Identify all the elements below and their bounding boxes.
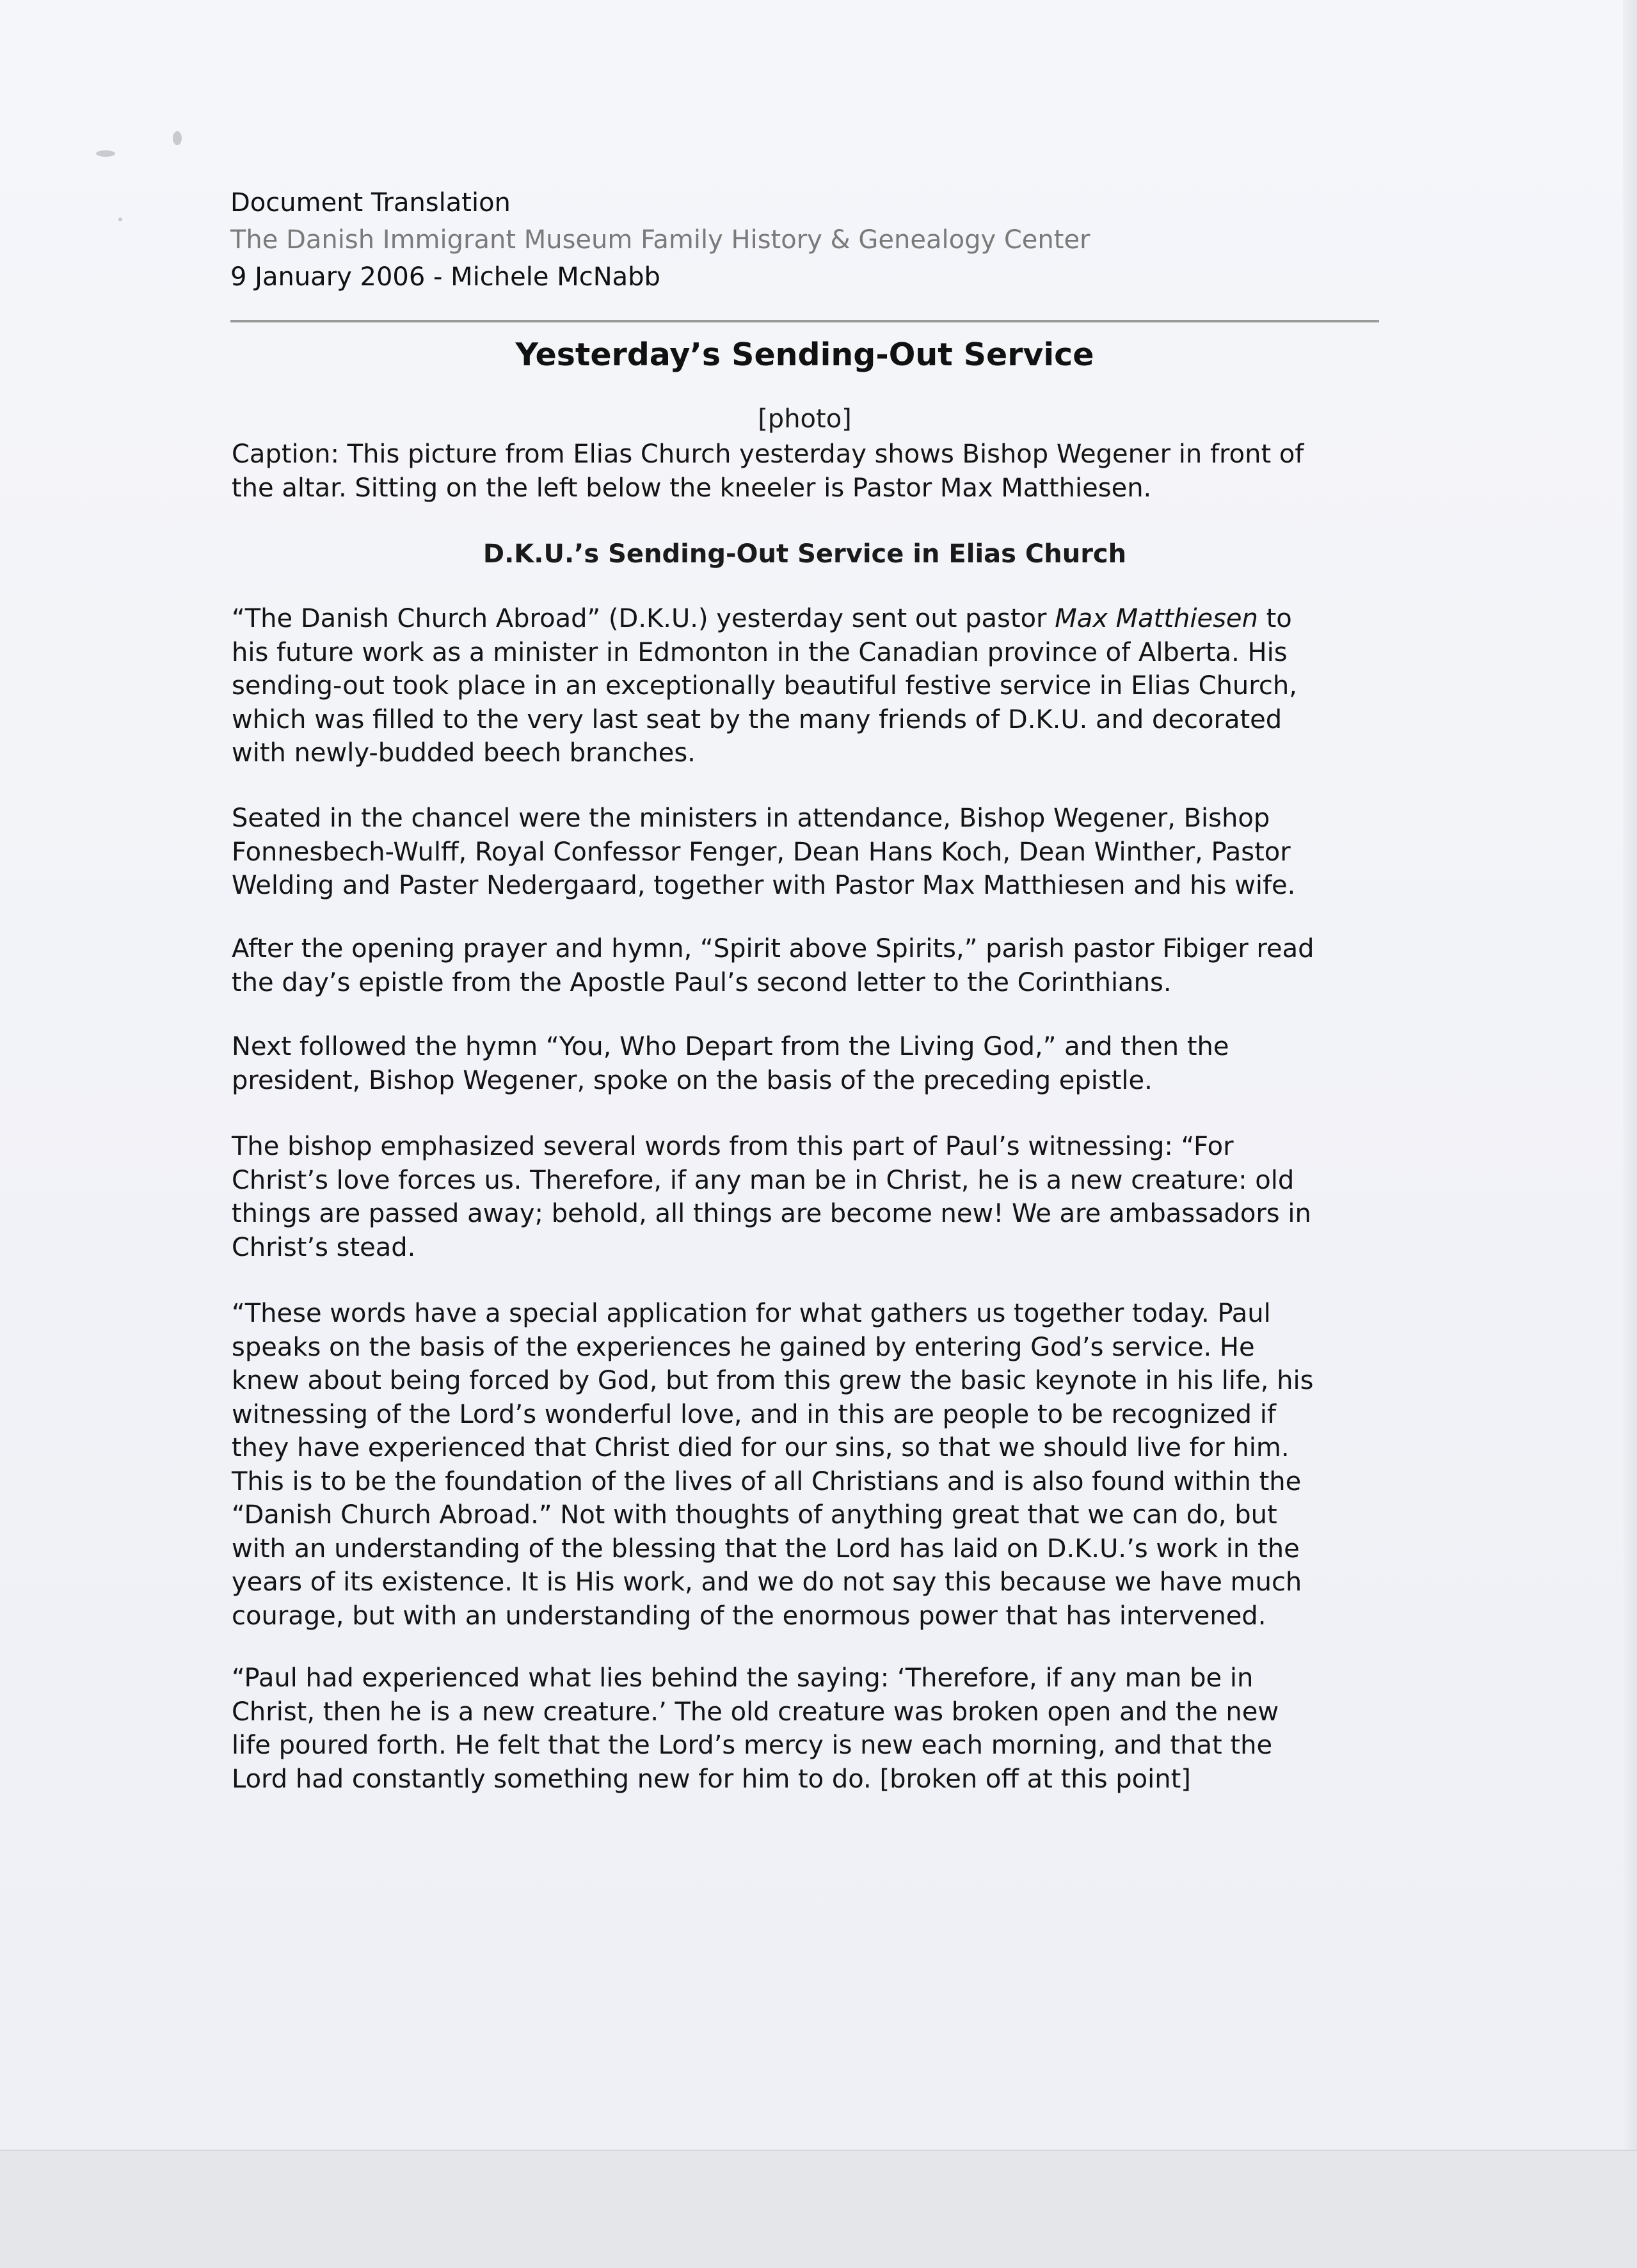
section-subtitle: D.K.U.’s Sending-Out Service in Elias Church (483, 539, 1127, 569)
date-author: 9 January 2006 - Michele McNabb (230, 262, 660, 292)
photo-caption: Caption: This picture from Elias Church yesterday shows Bishop Wegener in front of the altar. Sitting on the left below the kneeler is Pastor Max Matthiesen. (232, 440, 1304, 503)
paragraph-6 (232, 1297, 1384, 1633)
caption-block (232, 438, 1384, 505)
paper-edge (1623, 0, 1637, 2150)
header-divider (230, 320, 1379, 322)
doc-label: Document Translation (230, 188, 511, 218)
paper-speck (96, 150, 115, 157)
photo-placeholder: [photo] (758, 404, 852, 434)
document-header (230, 184, 1382, 296)
p1-text-end: to his future work as a minister in Edmonton in the Canadian province of Alberta. His sending-out took place in an exceptionally beautiful festive service in Elias Church, which was filled to the very last seat by the many friends of D.K.U. and decorated with newly-budded beech branches. (232, 604, 1297, 768)
p2-text: Seated in the chancel were the ministers in attendance, Bishop Wegener, Bishop Fonnesbech-Wulff, Royal Confessor Fenger, Dean Hans Koch, Dean Winther, Pastor Welding and Paster Nedergaard, together with Pastor Max Matthiesen and his wife. (232, 804, 1296, 900)
p4-text: Next followed the hymn “You, Who Depart from the Living God,” and then the president, Bishop Wegener, spoke on the basis of the preceding epistle. (232, 1032, 1229, 1095)
paragraph-4 (232, 1030, 1384, 1097)
paper-speck (118, 218, 122, 221)
p5-text: The bishop emphasized several words from this part of Paul’s witnessing: “For Christ’s love forces us. Therefore, if any man be in Christ, he is a new creature: old things are passed away; behold, all things are become new! We are ambassadors in Christ’s stead. (232, 1132, 1311, 1262)
organization-name: The Danish Immigrant Museum Family History & Genealogy Center (230, 225, 1090, 255)
p3-text: After the opening prayer and hymn, “Spirit above Spirits,” parish pastor Fibiger read the day’s epistle from the Apostle Paul’s second letter to the Corinthians. (232, 934, 1314, 997)
paragraph-1 (232, 602, 1384, 770)
p1-pastor-name: Max Matthiesen (1055, 604, 1258, 633)
paragraph-3 (232, 932, 1384, 999)
paper-speck (173, 131, 182, 145)
p1-text-start: “The Danish Church Abroad” (D.K.U.) yesterday sent out pastor (232, 604, 1055, 633)
paragraph-7 (232, 1661, 1384, 1796)
scanner-bed (0, 2150, 1637, 2268)
paragraph-5 (232, 1130, 1384, 1264)
paragraph-2 (232, 802, 1384, 903)
p6-text: “These words have a special application for what gathers us together today. Paul speaks on the basis of the experiences he gained by entering God’s service. He knew about being forced by God, but from this grew the basic keynote in his life, his witnessing of the Lord’s wonderful love, and in this are people to be recognized if they have experienced that Christ died for our sins, so that we should live for him. This is to be the foundation of the lives of all Christians and is also found within the “Danish Church Abroad.” Not with thoughts of anything great that we can do, but with an understanding of the blessing that the Lord has laid on D.K.U.’s work in the years of its existence. It is His work, and we do not say this because we have much courage, but with an understanding of the enormous power that has intervened. (232, 1299, 1314, 1631)
p7-text: “Paul had experienced what lies behind the saying: ‘Therefore, if any man be in Christ, then he is a new creature.’ The old creature was broken open and the new life poured forth. He felt that the Lord’s mercy is new each morning, and that the Lord had constantly something new for him to do. [broken off at this point] (232, 1663, 1279, 1794)
article-title: Yesterday’s Sending-Out Service (515, 337, 1094, 373)
